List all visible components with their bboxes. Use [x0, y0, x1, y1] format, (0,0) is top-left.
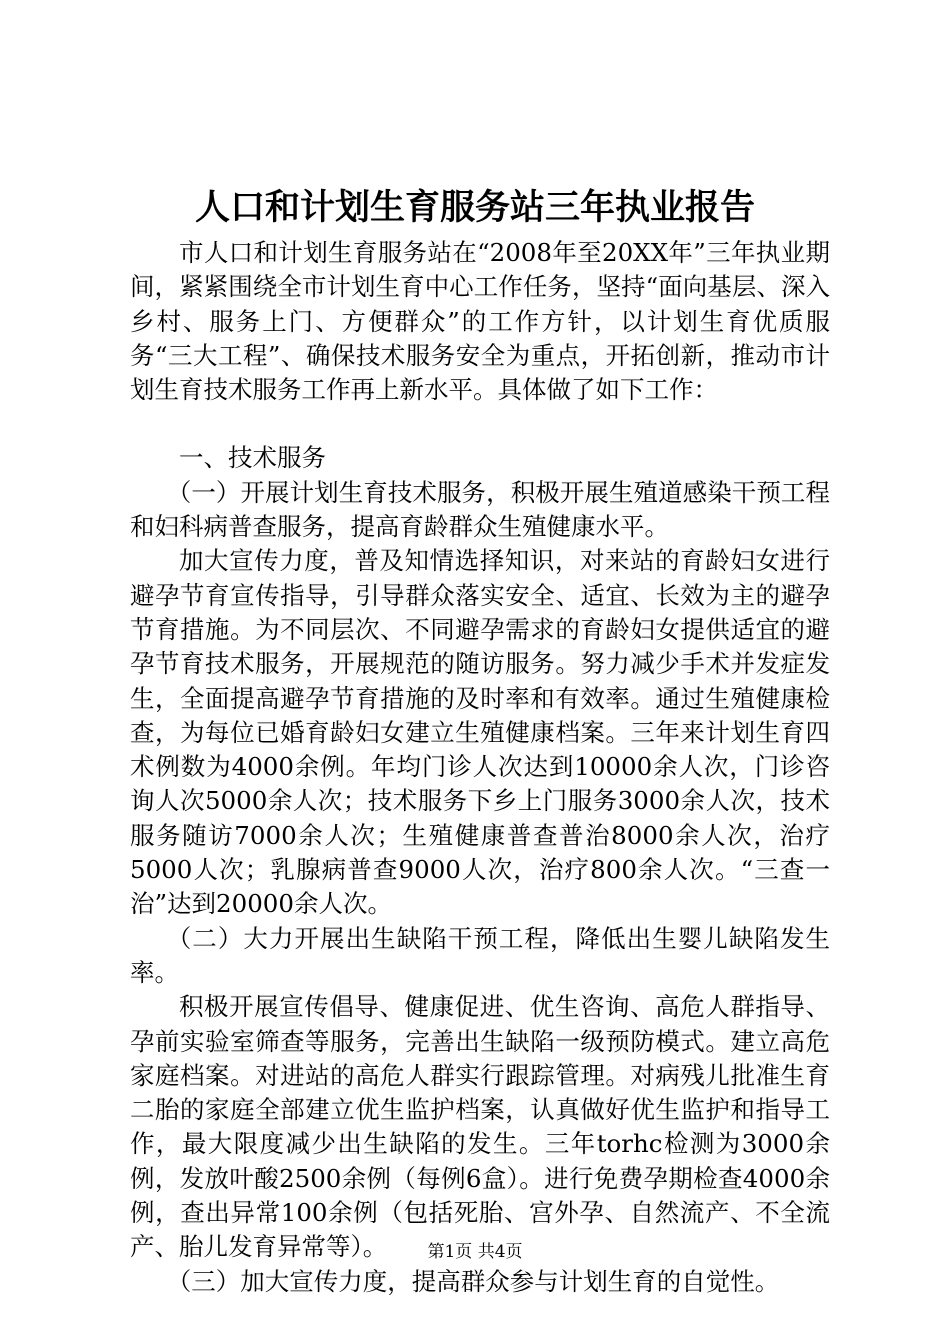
subsection-heading-1: （一）开展计划生育技术服务，积极开展生殖道感染干预工程和妇科病普查服务，提高育龄群众生殖健康水平。: [130, 477, 830, 542]
document-title: 人口和计划生育服务站三年执业报告: [194, 187, 755, 228]
paragraph-spacer: [130, 407, 830, 441]
paragraph-birth-defects: 积极开展宣传倡导、健康促进、优生咨询、高危人群指导、孕前实验室筛查等服务，完善出生缺陷一级预防模式。建立高危家庭档案。对进站的高危人群实行跟踪管理。对病残儿批准生育二胎的家庭全部建立优生监护档案，认真做好优生监护和指导工作，最大限度减少出生缺陷的发生。三年torhc检测为3000余例，发放叶酸2500余例（每例6盒）。进行免费孕期检查4000余例，查出异常100余例（包括死胎、宫外孕、自然流产、不全流产、胎儿发育异常等）。: [130, 992, 830, 1262]
section-heading-technical-service: 一、技术服务: [179, 443, 326, 473]
page-footer: 第1页 共4页: [427, 1242, 523, 1262]
subsection-heading-2: （二）大力开展出生缺陷干预工程，降低出生婴儿缺陷发生率。: [130, 923, 830, 987]
paragraph-publicity-statistics: 加大宣传力度，普及知情选择知识，对来站的育龄妇女进行避孕节育宣传指导，引导群众落实安全、适宜、长效为主的避孕节育措施。为不同层次、不同避孕需求的育龄妇女提供适宜的避孕节育技术服务，开展规范的随访服务。努力减少手术并发症发生，全面提高避孕节育措施的及时率和有效率。通过生殖健康检查，为每位已婚育龄妇女建立生殖健康档案。三年来计划生育四术例数为4000余例。年均门诊人次达到10000余人次，门诊咨询人次5000余人次；技术服务下乡上门服务3000余人次，技术服务随访7000余人次；生殖健康普查普治8000余人次，治疗5000人次；乳腺病普查9000人次，治疗800余人次。“三查一治”达到20000余人次。: [130, 546, 830, 919]
intro-paragraph: 市人口和计划生育服务站在“2008年至20XX年”三年执业期间，紧紧围绕全市计划生育中心工作任务，坚持“面向基层、深入乡村、服务上门、方便群众”的工作方针，以计划生育优质服务“三大工程”、确保技术服务安全为重点，开拓创新，推动市计划生育技术服务工作再上新水平。具体做了如下工作：: [130, 238, 830, 405]
subsection-heading-3: （三）加大宣传力度，提高群众参与计划生育的自觉性。: [166, 1266, 780, 1296]
document-body: [130, 236, 830, 1299]
